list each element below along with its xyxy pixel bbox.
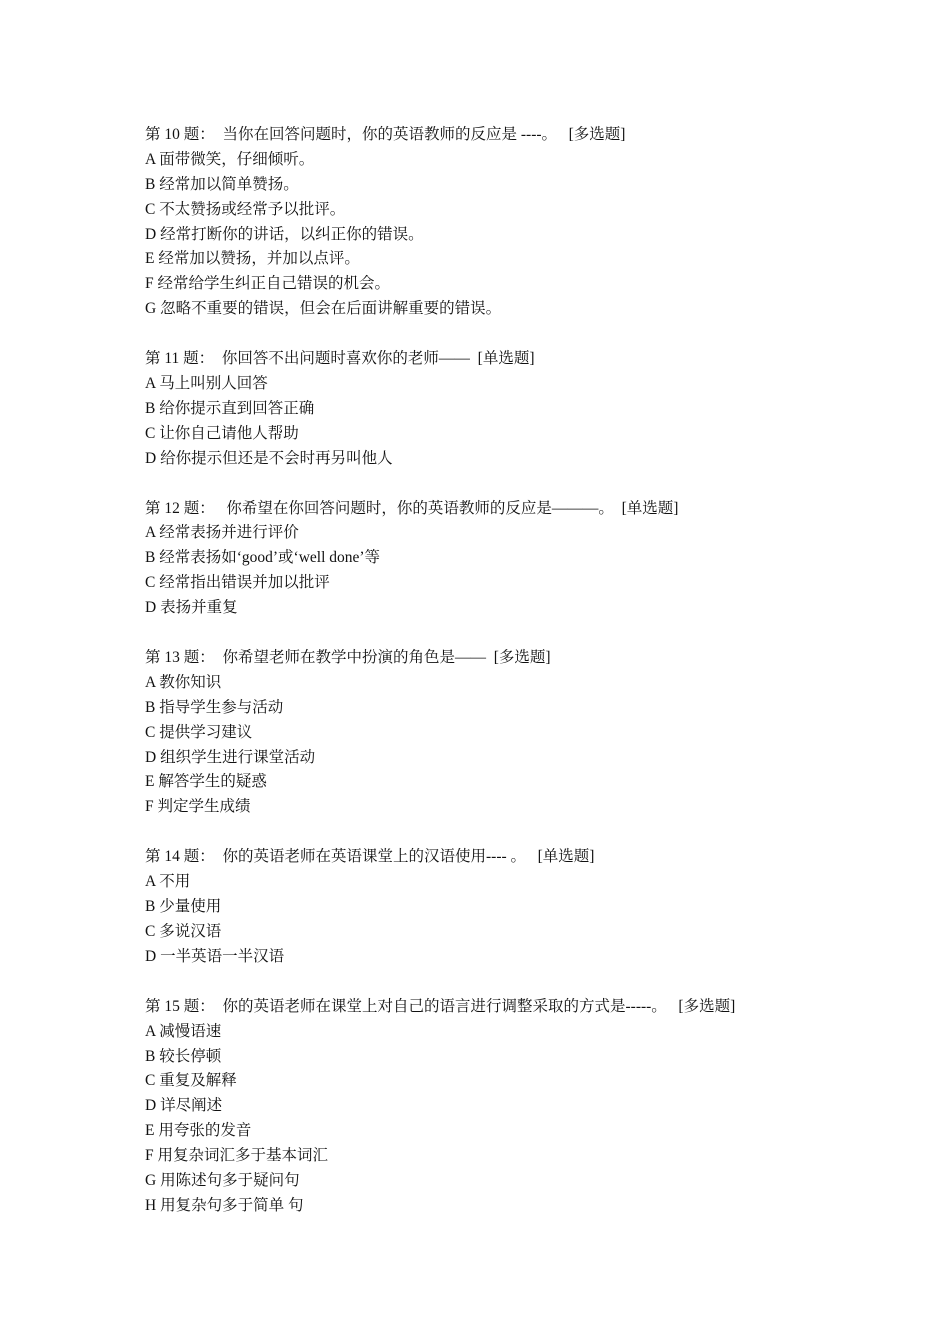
option-d: D 一半英语一半汉语: [145, 947, 285, 965]
option-c: C 经常指出错误并加以批评: [145, 574, 330, 592]
option-c: C 多说汉语: [145, 922, 222, 940]
question-title: 第 14 题： 你的英语老师在英语课堂上的汉语使用---- 。 [单选题]: [145, 848, 595, 866]
option-g: G 忽略不重要的错误，但会在后面讲解重要的错误。: [145, 300, 502, 318]
question-13: [145, 646, 925, 820]
option-f: F 判定学生成绩: [145, 798, 251, 816]
option-e: E 解答学生的疑惑: [145, 773, 267, 791]
question-title: 第 11 题： 你回答不出问题时喜欢你的老师—— [单选题]: [145, 350, 535, 368]
option-h: H 用复杂句多于简单 句: [145, 1196, 304, 1214]
document-page: [145, 123, 925, 1244]
option-b: B 较长停顿: [145, 1047, 222, 1065]
question-10: [145, 123, 925, 322]
option-a: A 教你知识: [145, 673, 222, 691]
option-a: A 减慢语速: [145, 1022, 222, 1040]
question-title: 第 12 题： 你希望在你回答问题时，你的英语教师的反应是———。 [单选题]: [145, 499, 679, 517]
option-d: D 给你提示但还是不会时再另叫他人: [145, 449, 393, 467]
option-b: B 给你提示直到回答正确: [145, 399, 315, 417]
option-c: C 重复及解释: [145, 1072, 237, 1090]
option-d: D 表扬并重复: [145, 599, 238, 617]
option-a: A 不用: [145, 873, 191, 891]
question-title: 第 13 题： 你希望老师在教学中扮演的角色是—— [多选题]: [145, 649, 551, 667]
option-d: D 经常打断你的讲话，以纠正你的错误。: [145, 225, 424, 243]
option-a: A 经常表扬并进行评价: [145, 524, 299, 542]
option-d: D 组织学生进行课堂活动: [145, 748, 316, 766]
option-c: C 让你自己请他人帮助: [145, 424, 299, 442]
option-c: C 不太赞扬或经常予以批评。: [145, 200, 346, 218]
option-c: C 提供学习建议: [145, 723, 253, 741]
option-f: F 用复杂词汇多于基本词汇: [145, 1147, 328, 1165]
option-b: B 经常表扬如‘good’或‘well done’等: [145, 549, 381, 567]
option-g: G 用陈述句多于疑问句: [145, 1171, 300, 1189]
question-11: [145, 347, 925, 471]
option-a: A 面带微笑，仔细倾听。: [145, 150, 315, 168]
question-15: [145, 995, 925, 1219]
option-b: B 少量使用: [145, 898, 222, 916]
option-e: E 经常加以赞扬，并加以点评。: [145, 250, 360, 268]
option-f: F 经常给学生纠正自己错误的机会。: [145, 275, 390, 293]
option-b: B 指导学生参与活动: [145, 698, 284, 716]
question-title: 第 10 题： 当你在回答问题时，你的英语教师的反应是 ----。 [多选题]: [145, 126, 626, 143]
question-14: [145, 845, 925, 969]
question-12: [145, 497, 925, 621]
question-title: 第 15 题： 你的英语老师在课堂上对自己的语言进行调整采取的方式是-----。 [多选题]: [145, 997, 736, 1015]
option-b: B 经常加以简单赞扬。: [145, 175, 299, 193]
option-a: A 马上叫别人回答: [145, 375, 268, 393]
option-e: E 用夸张的发音: [145, 1122, 252, 1140]
option-d: D 详尽阐述: [145, 1097, 223, 1115]
